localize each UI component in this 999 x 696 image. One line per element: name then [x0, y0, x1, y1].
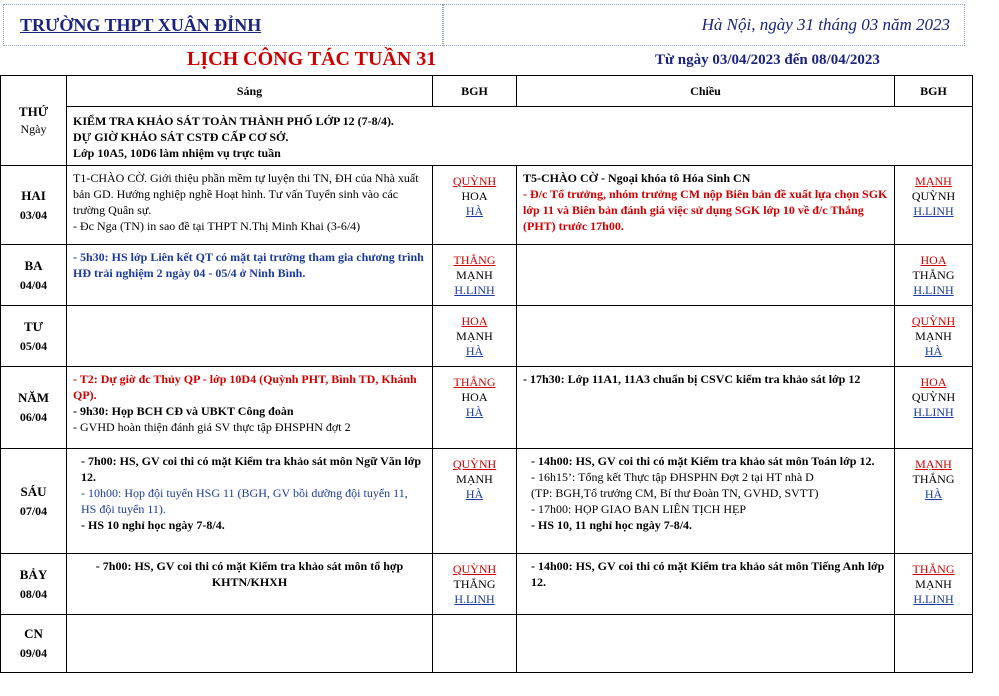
morning-cell — [67, 306, 433, 367]
page-title: LỊCH CÔNG TÁC TUẦN 31 — [187, 48, 437, 70]
bgh-afternoon-cell — [895, 615, 973, 673]
day-cell: BẢY 08/04 — [1, 554, 67, 615]
morning-cell: T1-CHÀO CỜ. Giới thiệu phần mềm tự luyện thi TN, ĐH của Nhà xuất bản GD. Hướng nghiệp nghề Hoạt hình. Tư vấn Tuyển sinh vào các trường Quân sự. - Đc Nga (TN) in sao đề tại THPT N.Thị Minh Khai (3-6/4) — [67, 166, 433, 245]
bgh-afternoon-cell: MẠNH QUỲNH H.LINH — [895, 166, 973, 245]
afternoon-cell: - 14h00: HS, GV coi thi có mặt Kiểm tra khảo sát môn Toán lớp 12. - 16h15’: Tổng kết Thực tập ĐHSPHN Đợt 2 tại HT nhà D (TP: BGH,Tổ trưởng CM, Bí thư Đoàn TN, GVHD, SVTT) - 17h00: HỌP GIAO BAN LIÊN TỊCH HẸP - HS 10, 11 nghỉ học ngày 7-8/4. — [517, 449, 895, 554]
table-row — [1, 449, 973, 554]
afternoon-cell: - 17h30: Lớp 11A1, 11A3 chuẩn bị CSVC kiểm tra khảo sát lớp 12 — [517, 367, 895, 449]
bgh-afternoon-header: BGH — [895, 76, 973, 107]
place-date: Hà Nội, ngày 31 tháng 03 năm 2023 — [701, 15, 950, 34]
bgh-morning-cell: QUỲNH MẠNH HÀ — [433, 449, 517, 554]
afternoon-cell: - 14h00: HS, GV coi thi có mặt Kiểm tra khảo sát môn Tiếng Anh lớp 12. — [517, 554, 895, 615]
morning-cell: - 7h00: HS, GV coi thi có mặt Kiểm tra khảo sát môn Ngữ Văn lớp 12. - 10h00: Họp đội tuyển HSG 11 (BGH, GV bồi dưỡng đội tuyển 11, HS đội tuyển 11). - HS 10 nghỉ học ngày 7-8/4. — [67, 449, 433, 554]
day-cell: HAI 03/04 — [1, 166, 67, 245]
table-row — [1, 245, 973, 306]
bgh-afternoon-cell: HOA QUỲNH H.LINH — [895, 367, 973, 449]
bgh-morning-cell: THẮNG HOA HÀ — [433, 367, 517, 449]
day-cell: TƯ 05/04 — [1, 306, 67, 367]
morning-header: Sáng — [67, 76, 433, 107]
schedule-table — [0, 75, 973, 673]
date-range: Từ ngày 03/04/2023 đến 08/04/2023 — [655, 52, 880, 68]
bgh-morning-cell — [433, 615, 517, 673]
table-row — [1, 615, 973, 673]
afternoon-cell — [517, 306, 895, 367]
bgh-morning-header: BGH — [433, 76, 517, 107]
afternoon-cell: T5-CHÀO CỜ - Ngoại khóa tô Hóa Sinh CN - Đ/c Tổ trưởng, nhóm trưởng CM nộp Biên bản đề xuất lựa chọn SGK lớp 11 và Biên bản đánh giá việc sử dụng SGK lớp 10 về đ/c Thắng (PHT) trước 17h00. — [517, 166, 895, 245]
day-cell: BA 04/04 — [1, 245, 67, 306]
bgh-morning-cell: HOA MẠNH HÀ — [433, 306, 517, 367]
school-name: TRƯỜNG THPT XUÂN ĐỈNH — [20, 15, 262, 35]
morning-cell: - T2: Dự giờ đc Thủy QP - lớp 10D4 (Quỳnh PHT, Bình TD, Khánh QP). - 9h30: Họp BCH CĐ và UBKT Công đoàn - GVHD hoàn thiện đánh giá SV thực tập ĐHSPHN đợt 2 — [67, 367, 433, 449]
table-header-row — [1, 76, 973, 107]
school-header-box — [3, 4, 443, 46]
day-cell: CN 09/04 — [1, 615, 67, 673]
bgh-morning-cell: THẮNG MẠNH H.LINH — [433, 245, 517, 306]
morning-cell: - 5h30: HS lớp Liên kết QT có mặt tại trường tham gia chương trình HĐ trải nghiệm 2 ngày 04 - 05/4 ở Ninh Bình. — [67, 245, 433, 306]
bgh-morning-cell: QUỲNH THẮNG H.LINH — [433, 554, 517, 615]
bgh-afternoon-cell: THẮNG MẠNH H.LINH — [895, 554, 973, 615]
day-column-header: THỨ Ngày — [1, 76, 67, 166]
general-notes: KIỂM TRA KHẢO SÁT TOÀN THÀNH PHỐ LỚP 12 (7-8/4). DỰ GIỜ KHẢO SÁT CSTĐ CẤP CƠ SỞ. Lớp 10A5, 10D6 làm nhiệm vụ trực tuần — [67, 107, 973, 166]
afternoon-cell — [517, 615, 895, 673]
bgh-afternoon-cell: HOA THẮNG H.LINH — [895, 245, 973, 306]
bgh-morning-cell: QUỲNH HOA HÀ — [433, 166, 517, 245]
general-row — [1, 107, 973, 166]
bgh-afternoon-cell: MẠNH THẮNG HÀ — [895, 449, 973, 554]
table-row — [1, 166, 973, 245]
table-row — [1, 306, 973, 367]
afternoon-header: Chiều — [517, 76, 895, 107]
bgh-afternoon-cell: QUỲNH MẠNH HÀ — [895, 306, 973, 367]
table-row — [1, 554, 973, 615]
afternoon-cell — [517, 245, 895, 306]
day-cell: NĂM 06/04 — [1, 367, 67, 449]
day-cell: SÁU 07/04 — [1, 449, 67, 554]
table-row — [1, 367, 973, 449]
morning-cell — [67, 615, 433, 673]
date-header-box — [443, 4, 965, 46]
morning-cell: - 7h00: HS, GV coi thi có mặt Kiểm tra khảo sát môn tổ hợp KHTN/KHXH — [67, 554, 433, 615]
